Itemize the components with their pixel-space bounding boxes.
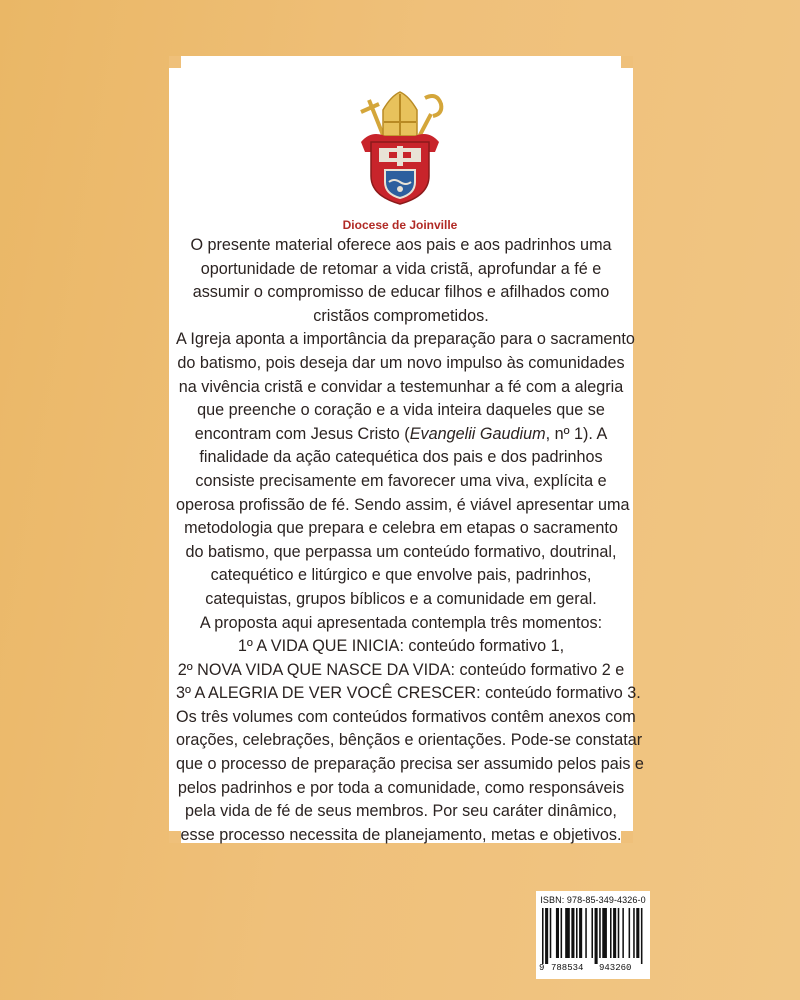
barcode-bar [613,908,616,958]
barcode-bar [545,908,548,964]
text-line: 3º A ALEGRIA DE VER VOCÊ CRESCER: conteúdo formativo 3. [176,684,641,703]
text-line: 2º NOVA VIDA QUE NASCE DA VIDA: conteúdo formativo 2 e [177,660,625,679]
barcode-bar [542,908,544,964]
text-line: consiste precisamente em favorecer uma viva, explícita e [195,471,607,490]
barcode-bar [579,908,582,958]
text-line: que o processo de preparação precisa ser assumido pelos pais e [176,755,644,774]
barcode-bar [561,908,563,958]
text-line: esse processo necessita de planejamento, metas e objetivos. [180,825,622,844]
barcode-bar [565,908,570,958]
barcode-bar [629,908,631,958]
panel-corner-notch [169,56,181,68]
diocese-coat-of-arms-icon [351,90,449,206]
text-line: catequético e litúrgico e que envolve pais, padrinhos, [210,566,592,585]
text-line: Os três volumes com conteúdos formativos contêm anexos com [176,707,636,726]
barcode-bar [595,908,598,964]
barcode-digits-group-1: 788534 [551,963,584,973]
barcode-bar [618,908,620,958]
text-line: O presente material oferece aos pais e aos padrinhos uma [190,236,612,254]
isbn-barcode-block [536,891,650,979]
text-line: oportunidade de retomar a vida cristã, aprofundar a fé e [200,259,602,278]
barcode-bar [610,908,612,958]
text-line: do batismo, que perpassa um conteúdo formativo, doutrinal, [185,542,617,561]
barcode-bar [602,908,607,958]
barcode-bar [591,908,593,958]
barcode-bar [576,908,578,958]
barcode-bar [622,908,624,958]
barcode-bar [636,908,639,958]
text-line: finalidade da ação catequética dos pais e dos padrinhos [199,448,603,467]
back-cover-text [176,234,644,847]
shield-icon [371,142,429,204]
barcode-digits-group-2: 943260 [599,963,632,973]
text-line: encontram com Jesus Cristo (Evangelii Gaudium, nº 1). A [194,424,608,443]
text-line: pela vida de fé de seus membros. Por seu caráter dinâmico, [185,802,617,821]
text-line: pelos padrinhos e por toda a comunidade, como responsáveis [177,778,625,797]
barcode-digit-first: 9 [539,963,545,973]
barcode-bar [641,908,643,964]
isbn-label: ISBN: 978-85-349-4326-0 [540,895,646,905]
barcode-bar [599,908,601,958]
text-line: catequistas, grupos bíblicos e a comunidade em geral. [205,589,597,608]
barcode-bar [550,908,552,958]
diocese-name: Diocese de Joinville [342,218,458,232]
text-line: orações, celebrações, bênçãos e orientações. Pode-se constatar [176,731,643,750]
text-line: do batismo, pois deseja dar um novo impulso às comunidades [177,353,625,372]
barcode-bar [556,908,559,958]
text-line: assumir o compromisso de educar filhos e afilhados como [192,283,610,302]
text-line: A Igreja aponta a importância da preparação para o sacramento [176,330,635,349]
text-line: 1º A VIDA QUE INICIA: conteúdo formativo 1, [237,637,565,656]
text-line: A proposta aqui apresentada contempla três momentos: [199,613,603,632]
barcode-bar [585,908,587,958]
text-line: operosa profissão de fé. Sendo assim, é viável apresentar uma [176,495,630,514]
barcode-bar [633,908,635,958]
mitre-icon [383,92,417,136]
text-line: metodologia que prepara e celebra em etapas o sacramento [184,519,618,538]
text-line: que preenche o coração e a vida inteira daqueles que se [197,401,605,420]
barcode-bar [571,908,574,958]
text-line: cristãos comprometidos. [313,306,489,325]
panel-corner-notch [621,56,633,68]
text-line: na vivência cristã e convidar a testemunhar a fé com a alegria [178,377,624,396]
barcode-icon [542,908,644,964]
